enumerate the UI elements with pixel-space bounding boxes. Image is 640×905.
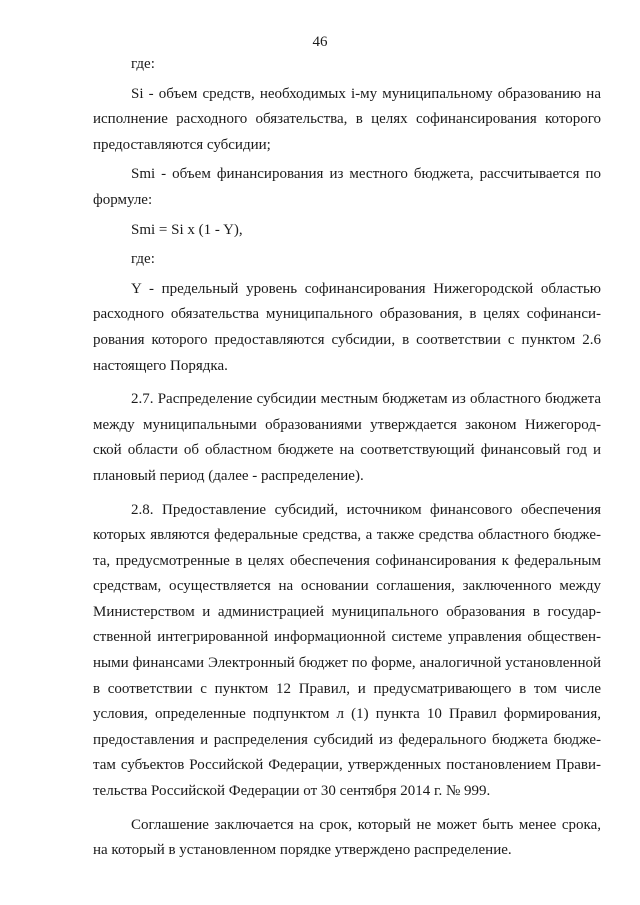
paragraph-2-8: 2.8. Предоставление субсидий, источником финансового обеспечения которых являются федеральные средства, а также средства областного бюдже-та, предусмотренные в целях обеспечения софинансирования к федеральным средствам, осуществляется на основании соглашения, заключенного между Министерством и администрацией муниципального образования в государ-ственной интегрированной информационной системе управления обществен-ными финансами Электронный бюджет по форме, аналогичной установленной в соответствии с пунктом 12 Правил, и предусматривающего в том числе условия, определенные подпунктом л (1) пункта 10 Правил формирования, предоставления и распределения субсидий из федерального бюджета бюдже-там субъектов Российской Федерации, утвержденных постановлением Прави-тельства Российской Федерации от 30 сентября 2014 г. № 999. — [93, 501, 601, 800]
paragraph-si-definition: Si - объем средств, необходимых i-му муниципальному образованию на исполнение расходного обязательства, в целях софинансирования которого предоставляются субсидии; — [93, 85, 601, 153]
paragraph-where-1: где: — [131, 56, 155, 72]
document-body — [93, 52, 601, 864]
paragraph-y-definition: Y - предельный уровень софинансирования Нижегородской областью расходного обязательства муниципального образования, в целях софинанси-рования которого предоставляются субсидии, в соответствии с пунктом 2.6 настоящего Порядка. — [93, 280, 601, 374]
paragraph-where-2: где: — [131, 251, 155, 268]
page-number: 46 — [312, 34, 328, 50]
paragraph-agreement-term: Соглашение заключается на срок, который не может быть менее срока, на который в установленном порядке утверждено распределение. — [93, 816, 601, 859]
formula-smi: Smi = Si x (1 - Y), — [131, 221, 243, 238]
paragraph-smi-definition: Smi - объем финансирования из местного бюджета, рассчитывается по формуле: — [93, 166, 601, 208]
paragraph-2-7: 2.7. Распределение субсидии местным бюджетам из областного бюджета между муниципальными образованиями утверждается законом Нижегород-ской области об областном бюджете на соответствующий финансовый год и плановый период (далее - распределение). — [93, 391, 601, 484]
